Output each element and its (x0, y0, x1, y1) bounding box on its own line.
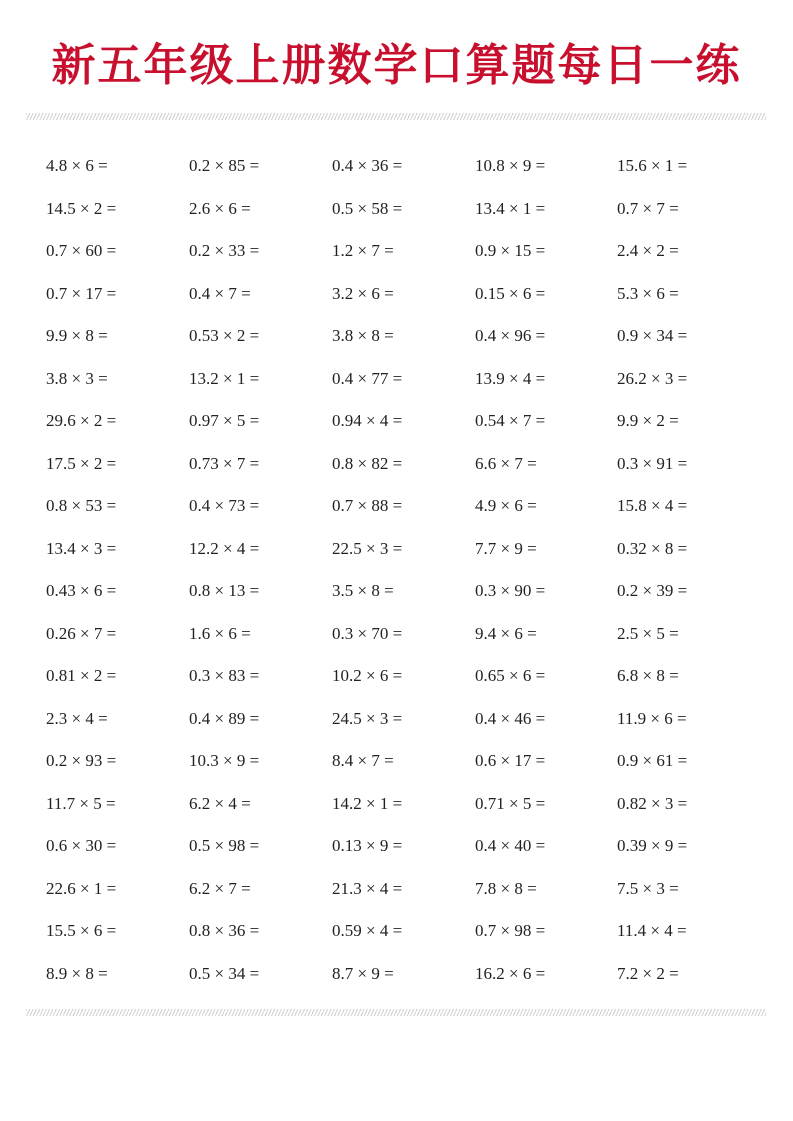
problem-item: 26.2 × 3 = (617, 368, 688, 388)
problem-item: 11.4 × 4 = (617, 921, 687, 940)
problem-item: 11.7 × 5 = (46, 793, 116, 813)
problem-item: 0.6 × 17 = (475, 751, 546, 770)
problem-item: 4.8 × 6 = (46, 156, 108, 175)
problem-item: 0.7 × 98 = (475, 921, 546, 940)
problem-item: 0.7 × 7 = (617, 198, 679, 218)
problem-item: 22.6 × 1 = (46, 878, 117, 898)
problem-item: 0.13 × 9 = (332, 836, 403, 855)
problem-item: 0.5 × 34 = (189, 963, 260, 983)
problem-item: 0.3 × 83 = (189, 666, 260, 685)
problem-item: 17.5 × 2 = (46, 453, 117, 473)
problem-item: 0.15 × 6 = (475, 283, 546, 303)
problem-item: 2.4 × 2 = (617, 241, 679, 260)
problem-item: 0.8 × 53 = (46, 496, 117, 515)
problem-item: 0.6 × 30 = (46, 836, 117, 855)
problem-item: 13.9 × 4 = (475, 368, 546, 388)
problem-item: 0.3 × 91 = (617, 453, 688, 473)
problem-item: 7.8 × 8 = (475, 878, 537, 898)
problem-item: 2.6 × 6 = (189, 198, 251, 218)
problem-item: 8.7 × 9 = (332, 963, 394, 983)
problem-item: 1.6 × 6 = (189, 623, 251, 643)
problem-item: 0.43 × 6 = (46, 581, 117, 600)
problem-item: 0.9 × 61 = (617, 751, 688, 770)
problem-item: 0.9 × 15 = (475, 241, 546, 260)
problem-item: 0.4 × 7 = (189, 283, 251, 303)
problem-item: 0.8 × 13 = (189, 581, 260, 600)
problem-item: 2.3 × 4 = (46, 708, 108, 728)
problem-item: 5.3 × 6 = (617, 283, 679, 303)
problem-item: 0.54 × 7 = (475, 411, 546, 430)
problem-item: 8.4 × 7 = (332, 751, 394, 770)
problem-item: 0.3 × 90 = (475, 581, 546, 600)
problem-item: 2.5 × 5 = (617, 623, 679, 643)
problem-item: 21.3 × 4 = (332, 878, 403, 898)
problem-item: 0.2 × 33 = (189, 241, 260, 260)
problem-item: 0.3 × 70 = (332, 623, 403, 643)
top-divider (26, 113, 766, 120)
problem-item: 0.4 × 77 = (332, 368, 403, 388)
problem-item: 0.4 × 73 = (189, 496, 260, 515)
problem-grid (46, 145, 766, 995)
problem-item: 0.2 × 93 = (46, 751, 117, 770)
problem-item: 0.2 × 85 = (189, 156, 260, 175)
bottom-divider (26, 1009, 766, 1016)
problem-item: 10.8 × 9 = (475, 156, 546, 175)
problem-item: 6.2 × 7 = (189, 878, 251, 898)
problem-item: 3.2 × 6 = (332, 283, 394, 303)
problem-item: 0.7 × 88 = (332, 496, 403, 515)
problem-item: 14.5 × 2 = (46, 198, 117, 218)
problem-item: 0.4 × 46 = (475, 708, 546, 728)
problem-item: 0.53 × 2 = (189, 326, 260, 345)
problem-item: 7.2 × 2 = (617, 963, 679, 983)
problem-item: 0.26 × 7 = (46, 623, 117, 643)
problem-item: 0.7 × 60 = (46, 241, 117, 260)
problem-item: 9.9 × 8 = (46, 326, 108, 345)
problem-item: 10.3 × 9 = (189, 751, 260, 770)
problem-item: 16.2 × 6 = (475, 963, 546, 983)
problem-item: 3.5 × 8 = (332, 581, 394, 600)
problem-item: 8.9 × 8 = (46, 963, 108, 983)
problem-item: 15.5 × 6 = (46, 921, 117, 940)
problem-item: 0.5 × 98 = (189, 836, 260, 855)
problem-item: 0.71 × 5 = (475, 793, 546, 813)
problem-item: 0.4 × 40 = (475, 836, 546, 855)
problem-item: 9.9 × 2 = (617, 411, 679, 430)
problem-item: 0.7 × 17 = (46, 283, 117, 303)
problem-item: 0.8 × 36 = (189, 921, 260, 940)
problem-item: 0.32 × 8 = (617, 538, 688, 558)
problem-item: 11.9 × 6 = (617, 708, 687, 728)
problem-item: 0.4 × 89 = (189, 708, 260, 728)
problem-item: 22.5 × 3 = (332, 538, 403, 558)
problem-item: 3.8 × 3 = (46, 368, 108, 388)
problem-item: 0.73 × 7 = (189, 453, 260, 473)
problem-item: 12.2 × 4 = (189, 538, 260, 558)
problem-item: 0.94 × 4 = (332, 411, 403, 430)
problem-item: 9.4 × 6 = (475, 623, 537, 643)
problem-item: 6.2 × 4 = (189, 793, 251, 813)
problem-item: 0.4 × 36 = (332, 156, 403, 175)
page-title: 新五年级上册数学口算题每日一练 (51, 40, 742, 91)
problem-item: 0.81 × 2 = (46, 666, 117, 685)
problem-item: 29.6 × 2 = (46, 411, 117, 430)
problem-item: 6.8 × 8 = (617, 666, 679, 685)
problem-item: 13.4 × 3 = (46, 538, 117, 558)
problem-item: 14.2 × 1 = (332, 793, 403, 813)
problem-item: 13.2 × 1 = (189, 368, 260, 388)
problem-item: 0.8 × 82 = (332, 453, 403, 473)
problem-item: 15.8 × 4 = (617, 496, 688, 515)
problem-item: 3.8 × 8 = (332, 326, 394, 345)
problem-item: 1.2 × 7 = (332, 241, 394, 260)
problem-item: 0.65 × 6 = (475, 666, 546, 685)
problem-item: 7.7 × 9 = (475, 538, 537, 558)
problem-item: 13.4 × 1 = (475, 198, 546, 218)
problem-item: 4.9 × 6 = (475, 496, 537, 515)
problem-item: 0.9 × 34 = (617, 326, 688, 345)
problem-item: 0.82 × 3 = (617, 793, 688, 813)
problem-item: 6.6 × 7 = (475, 453, 537, 473)
problem-item: 0.39 × 9 = (617, 836, 688, 855)
problem-item: 24.5 × 3 = (332, 708, 403, 728)
problem-item: 0.4 × 96 = (475, 326, 546, 345)
problem-item: 0.97 × 5 = (189, 411, 260, 430)
problem-item: 10.2 × 6 = (332, 666, 403, 685)
problem-item: 0.59 × 4 = (332, 921, 403, 940)
problem-item: 0.5 × 58 = (332, 198, 403, 218)
problem-item: 7.5 × 3 = (617, 878, 679, 898)
problem-item: 15.6 × 1 = (617, 156, 688, 175)
problem-item: 0.2 × 39 = (617, 581, 688, 600)
